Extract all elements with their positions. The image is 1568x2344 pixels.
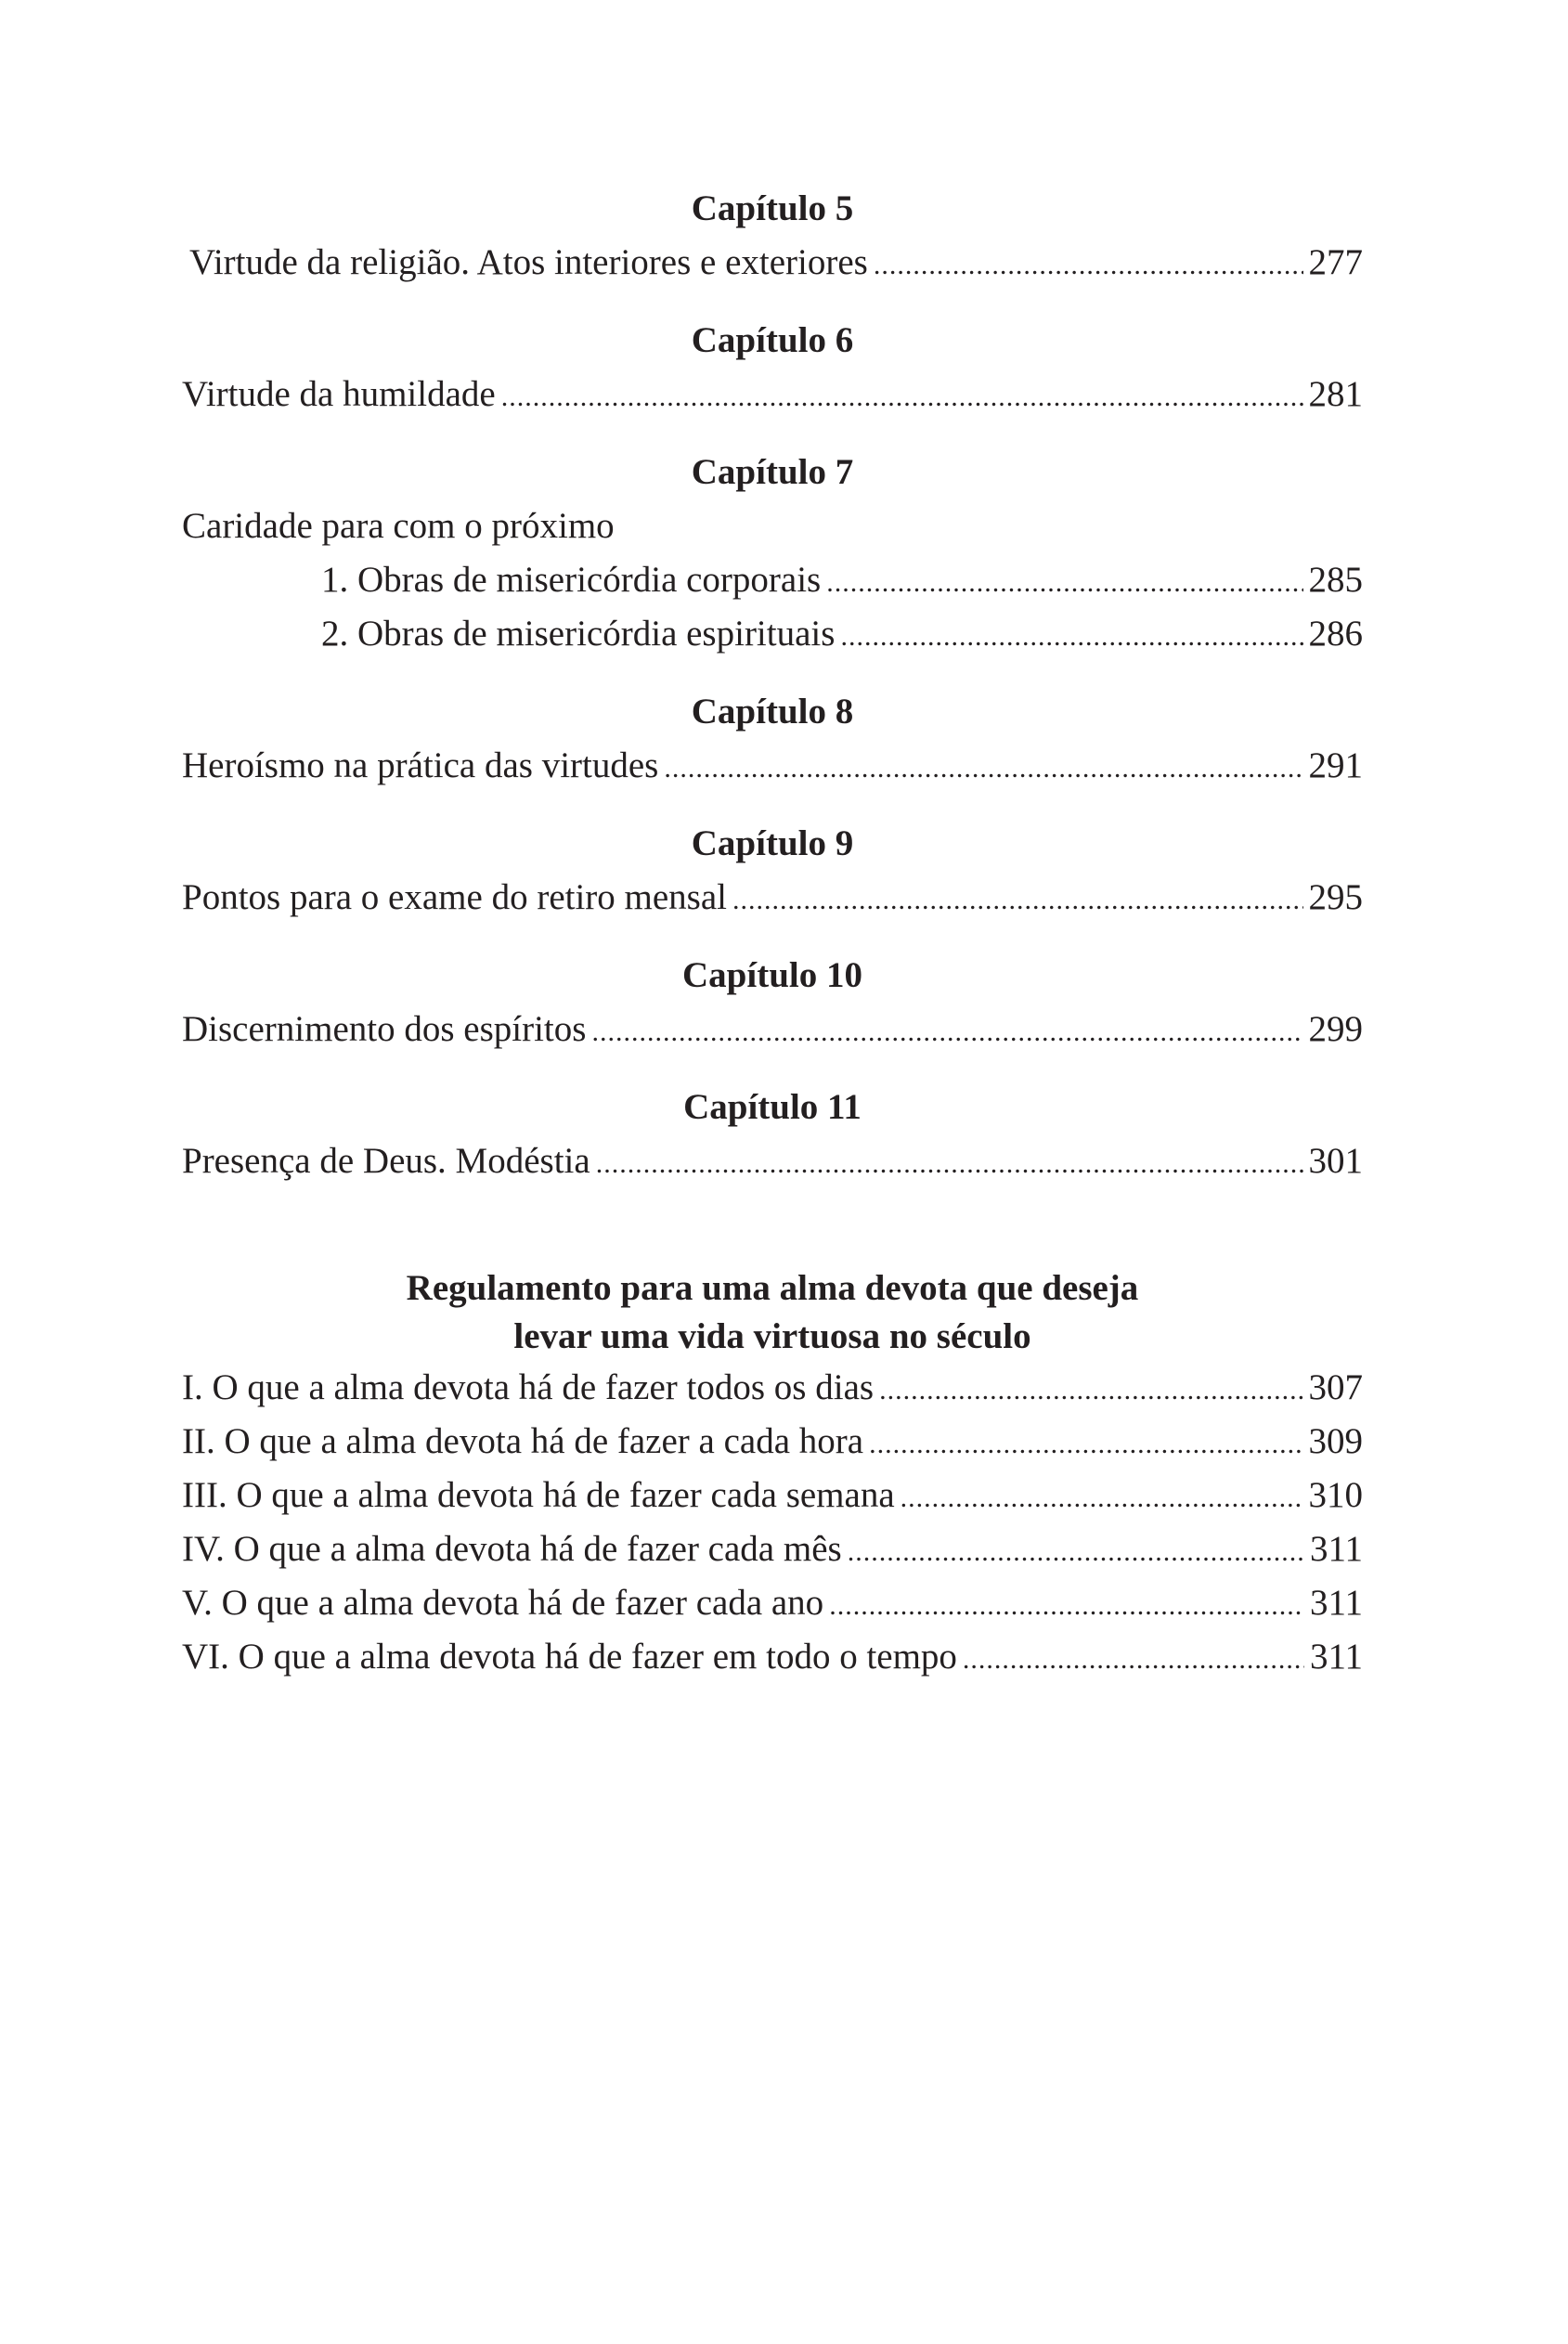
chapter-heading: Capítulo 5 bbox=[691, 188, 854, 228]
toc-entry bbox=[182, 368, 1363, 421]
toc-section-title bbox=[182, 499, 1363, 553]
dot-leader bbox=[840, 610, 1302, 661]
toc-entry-label: III. O que a alma devota há de fazer cada semana bbox=[182, 1475, 895, 1515]
toc-entry bbox=[182, 739, 1363, 793]
dot-leader bbox=[826, 556, 1302, 607]
toc-entry-label: Discernimento dos espíritos bbox=[182, 1009, 587, 1049]
toc-entry bbox=[182, 1003, 1363, 1056]
dot-leader bbox=[664, 742, 1302, 793]
toc-entry-label: I. O que a alma devota há de fazer todos os dias bbox=[182, 1367, 875, 1407]
toc-entry-label: V. O que a alma devota há de fazer cada ano bbox=[182, 1583, 824, 1623]
dot-leader bbox=[901, 1471, 1303, 1522]
section-heading bbox=[182, 1264, 1363, 1361]
toc-entry-page: 295 bbox=[1308, 877, 1363, 917]
toc-entry-label: Pontos para o exame do retiro mensal bbox=[182, 877, 727, 917]
dot-leader bbox=[732, 874, 1303, 925]
toc-section-label: Caridade para com o próximo bbox=[182, 506, 615, 546]
toc-entry-label: Presença de Deus. Modéstia bbox=[182, 1141, 590, 1181]
chapter-heading: Capítulo 8 bbox=[691, 692, 854, 732]
toc-entry bbox=[182, 1630, 1363, 1684]
toc-entry bbox=[182, 1576, 1363, 1630]
toc-entry-page: 299 bbox=[1308, 1009, 1363, 1049]
toc-entry-page: 301 bbox=[1308, 1141, 1363, 1181]
toc-entry bbox=[182, 1415, 1363, 1469]
toc-entry-page: 310 bbox=[1308, 1475, 1363, 1515]
toc-entry-page: 311 bbox=[1309, 1637, 1363, 1677]
dot-leader bbox=[591, 1005, 1302, 1056]
dot-leader bbox=[596, 1137, 1303, 1188]
toc-entry-label: II. O que a alma devota há de fazer a cada hora bbox=[182, 1421, 864, 1461]
chapter-heading: Capítulo 10 bbox=[682, 955, 862, 995]
chapter-heading: Capítulo 11 bbox=[683, 1087, 862, 1127]
toc-entry bbox=[182, 553, 1363, 607]
toc-entry-label: Heroísmo na prática das virtudes bbox=[182, 745, 659, 785]
toc-entry-label: Virtude da humildade bbox=[182, 374, 496, 414]
toc-entry bbox=[182, 1361, 1363, 1415]
toc-entry-page: 307 bbox=[1308, 1367, 1363, 1407]
dot-leader bbox=[869, 1418, 1302, 1469]
toc-entry-label: 2. Obras de misericórdia espirituais bbox=[321, 614, 836, 654]
chapter-heading: Capítulo 9 bbox=[691, 823, 854, 863]
toc-entry bbox=[182, 236, 1363, 290]
toc-entry-page: 309 bbox=[1308, 1421, 1363, 1461]
toc-entry-page: 286 bbox=[1308, 614, 1363, 654]
section-heading-line: Regulamento para uma alma devota que deseja bbox=[406, 1268, 1139, 1308]
toc-entry-label: 1. Obras de misericórdia corporais bbox=[321, 560, 822, 600]
dot-leader bbox=[829, 1579, 1304, 1630]
toc-entry-page: 291 bbox=[1308, 745, 1363, 785]
toc-entry-page: 311 bbox=[1309, 1529, 1363, 1569]
toc-entry-page: 281 bbox=[1308, 374, 1363, 414]
toc-entry bbox=[182, 1134, 1363, 1188]
section-heading-line: levar uma vida virtuosa no século bbox=[513, 1316, 1031, 1356]
toc-entry-page: 285 bbox=[1308, 560, 1363, 600]
toc-entry bbox=[182, 1469, 1363, 1522]
dot-leader bbox=[963, 1633, 1304, 1684]
dot-leader bbox=[879, 1364, 1302, 1415]
toc-entry bbox=[182, 607, 1363, 661]
toc-entry bbox=[182, 871, 1363, 925]
table-of-contents bbox=[182, 182, 1363, 1684]
toc-entry-label: IV. O que a alma devota há de fazer cada mês bbox=[182, 1529, 842, 1569]
dot-leader bbox=[501, 370, 1303, 421]
toc-entry-page: 311 bbox=[1309, 1583, 1363, 1623]
toc-entry-page: 277 bbox=[1308, 242, 1363, 282]
toc-entry-label: Virtude da religião. Atos interiores e exteriores bbox=[189, 242, 868, 282]
chapter-heading: Capítulo 6 bbox=[691, 320, 854, 360]
dot-leader bbox=[848, 1525, 1304, 1576]
dot-leader bbox=[874, 239, 1303, 290]
toc-entry bbox=[182, 1522, 1363, 1576]
chapter-heading: Capítulo 7 bbox=[691, 452, 854, 492]
toc-entry-label: VI. O que a alma devota há de fazer em todo o tempo bbox=[182, 1637, 957, 1677]
